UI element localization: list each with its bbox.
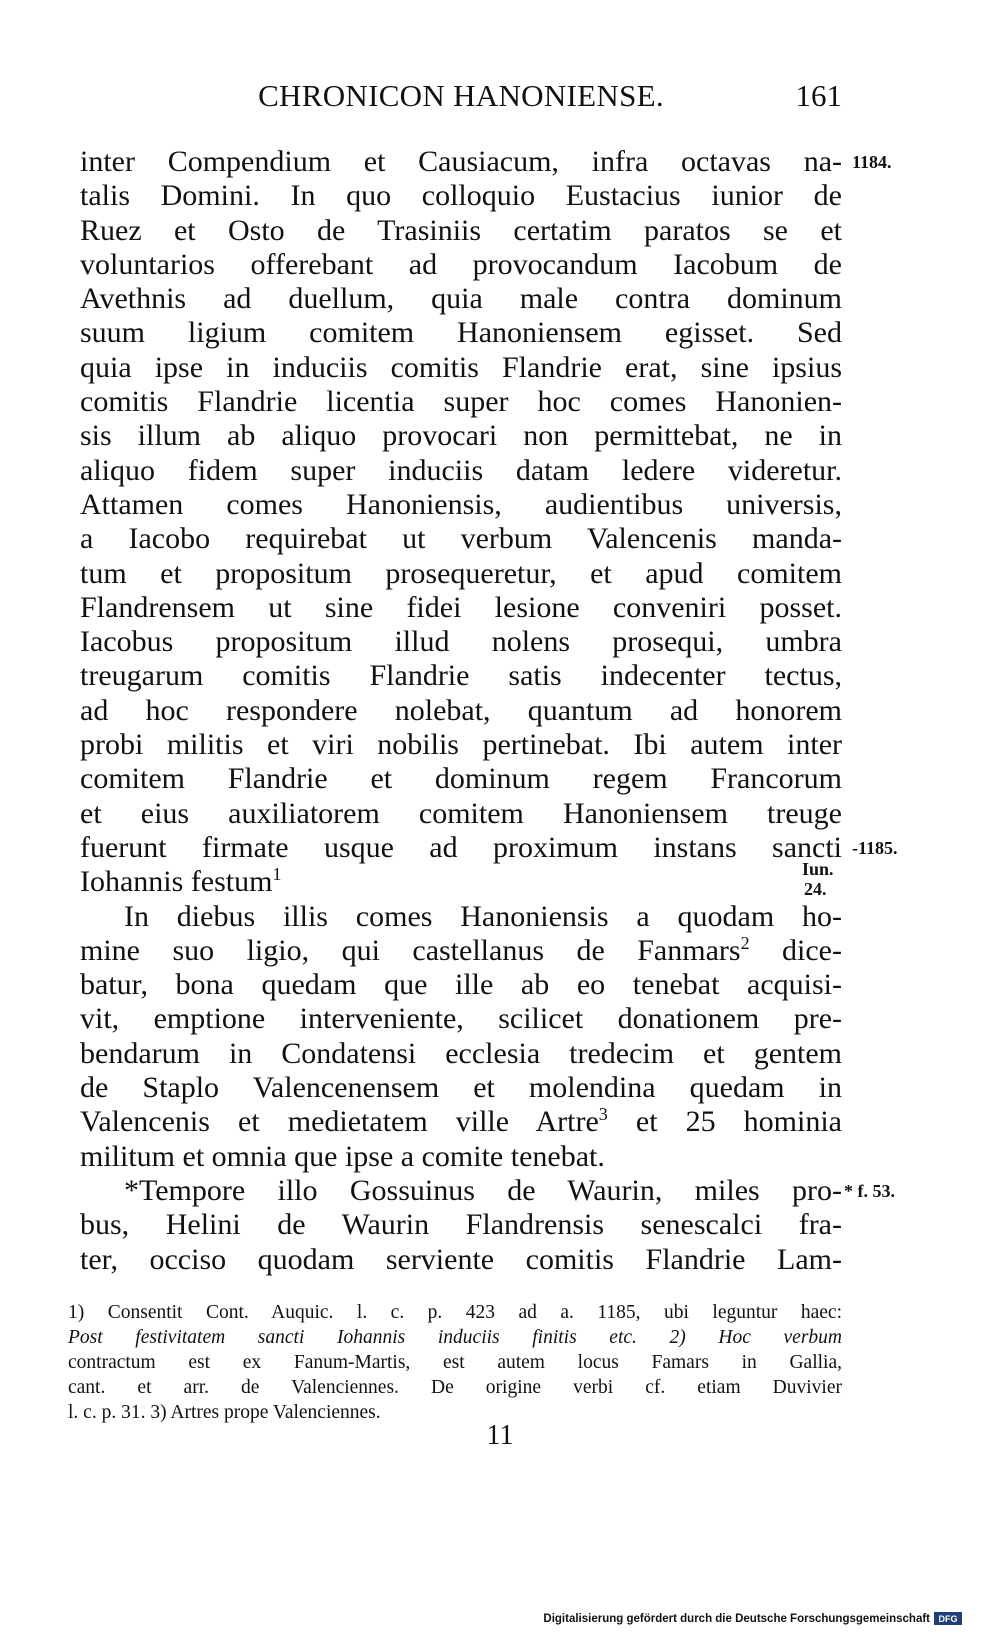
dfg-logo-icon: [934, 1612, 962, 1625]
signature-mark: 11: [486, 1420, 514, 1451]
text-line: Attamen comes Hanoniensis, audientibus universis,: [80, 487, 842, 521]
margin-year-1184: 1184.: [852, 152, 892, 172]
footnote-line: cant. et arr. de Valenciennes. De origine verbi cf. etiam Duvivier: [68, 1377, 842, 1398]
margin-year-1185: -1185.: [852, 837, 898, 858]
text-line: talis Domini. In quo colloquio Eustacius iunior de: [80, 179, 842, 213]
digitization-credit: [543, 1612, 962, 1625]
text-line: comitis Flandrie licentia super hoc comes Hanonien-: [80, 385, 842, 419]
footnote-ref: 3: [598, 1104, 608, 1125]
footnotes: [68, 1300, 842, 1425]
text-line: ad hoc respondere nolebat, quantum ad honorem: [80, 693, 842, 727]
text-line: inter Compendium et Causiacum, infra octavas na- 1184.: [80, 145, 892, 178]
text-line: fuerunt firmate usque ad proximum instans sancti -1185.: [80, 830, 898, 864]
text-line: a Iacobo requirebat ut verbum Valencenis manda-: [80, 522, 842, 556]
text-line: de Staplo Valencenensem et molendina quedam in: [80, 1071, 842, 1105]
text-line: et eius auxiliatorem comitem Hanoniensem treuge: [80, 796, 842, 830]
text-line: Flandrensem ut sine fidei lesione conveniri posset.: [80, 590, 842, 624]
text-line: Avethnis ad duellum, quia male contra dominum: [80, 282, 842, 316]
page-number: 161: [795, 78, 842, 113]
text-line: batur, bona quedam que ille ab eo tenebat acquisi-: [80, 968, 842, 1002]
footnote-ref: 1: [272, 864, 282, 885]
text-line: vit, emptione interveniente, scilicet donationem pre-: [80, 1002, 842, 1036]
margin-month: Iun.: [802, 859, 834, 880]
main-text: [80, 145, 898, 1277]
text-line: probi militis et viri nobilis pertinebat. Ibi autem inter: [80, 728, 842, 762]
text-line: aliquo fidem super induciis datam ledere videretur.: [80, 453, 842, 487]
text-line: tum et propositum prosequeretur, et apud comitem: [80, 556, 842, 590]
text-line: Iohannis festum$^1$ Iun. 24.: [80, 859, 834, 900]
text-line: Valencenis et medietatem ville Artre$^3$ et 25 hominia: [80, 1104, 842, 1139]
margin-folio: * f. 53.: [844, 1180, 895, 1201]
text-line: Ruez et Osto de Trasiniis certatim paratos se et: [80, 213, 842, 247]
text-line: militum et omnia que ipse a comite tenebat.: [80, 1139, 605, 1173]
text-line: treugarum comitis Flandrie satis indecenter tectus,: [80, 659, 842, 693]
text-line: comitem Flandrie et dominum regem Francorum: [80, 762, 842, 796]
text-line: sis illum ab aliquo provocari non permittebat, ne in: [80, 419, 842, 453]
text-line: mine suo ligio, qui castellanus de Fanmars$^2$ dice-: [80, 932, 842, 967]
footnote-line: Post festivitatem sancti Iohannis induciis finitis etc. 2) Hoc verbum: [68, 1327, 842, 1348]
svg-text:DFG: DFG: [938, 1614, 958, 1624]
page-title: CHRONICON HANONIENSE.: [258, 78, 664, 113]
text-line: In diebus illis comes Hanoniensis a quodam ho-: [124, 899, 842, 933]
text-line: *Tempore illo Gossuinus de Waurin, miles pro- * f. 53.: [124, 1173, 895, 1207]
credit-text: Digitalisierung gefördert durch die Deutsche Forschungsgemeinschaft: [543, 1612, 930, 1625]
text-line: bendarum in Condatensi ecclesia tredecim et gentem: [80, 1036, 842, 1070]
text-line: quia ipse in induciis comitis Flandrie erat, sine ipsius: [80, 350, 842, 384]
footnote-ref: 2: [740, 932, 750, 953]
footnote-line: 1) Consentit Cont. Auquic. l. c. p. 423 ad a. 1185, ubi leguntur haec:: [68, 1302, 842, 1323]
margin-day: 24.: [804, 879, 827, 900]
footnote-line: l. c. p. 31. 3) Artres prope Valenciennes.: [68, 1402, 381, 1423]
running-head: [80, 72, 842, 120]
text-line: bus, Helini de Waurin Flandrensis senescalci fra-: [80, 1208, 842, 1242]
text-line: Iacobus propositum illud nolens prosequi, umbra: [80, 625, 842, 659]
text-line: suum ligium comitem Hanoniensem egisset. Sed: [80, 316, 842, 350]
footnote-line: contractum est ex Fanum-Martis, est autem locus Famars in Gallia,: [68, 1352, 842, 1373]
text-line: ter, occiso quodam serviente comitis Flandrie Lam-: [80, 1242, 842, 1276]
text-line: voluntarios offerebant ad provocandum Iacobum de: [80, 247, 842, 281]
